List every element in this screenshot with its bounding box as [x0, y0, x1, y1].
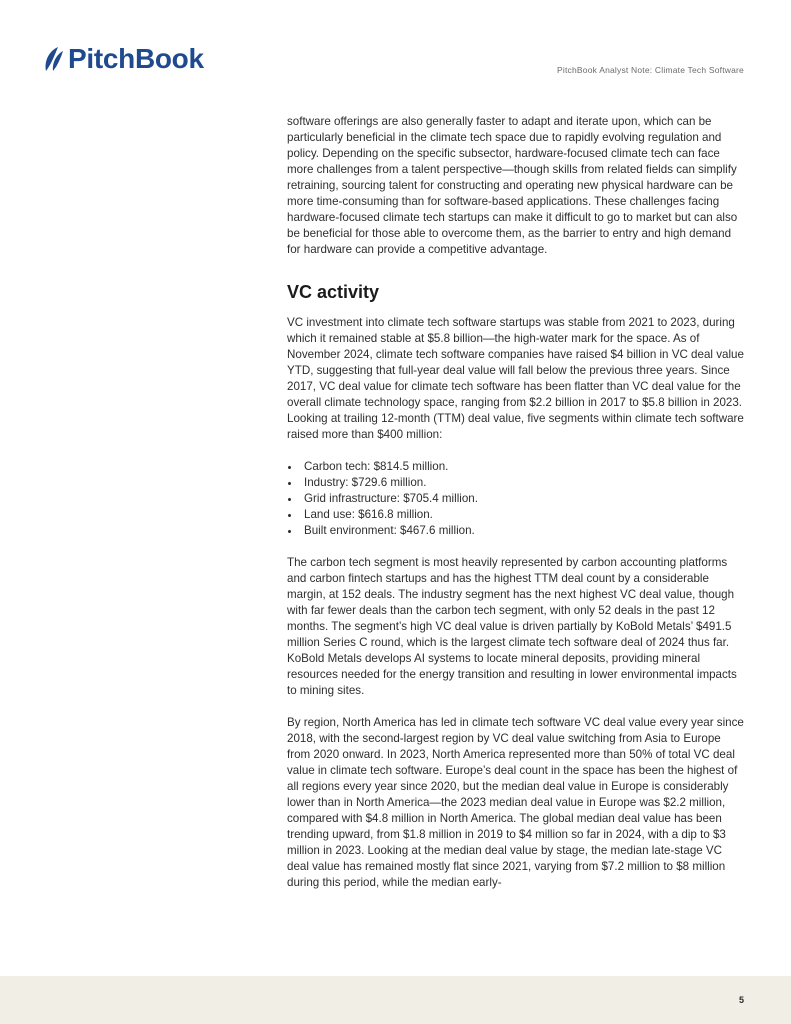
- segment-list: [287, 459, 747, 539]
- body-paragraph: VC investment into climate tech software startups was stable from 2021 to 2023, during which it remained stable at $5.8 billion—the high-water mark for the space. As of November 2024, climate tech software companies have raised $4 billion in VC deal value YTD, suggesting that full-year deal value will fall below the previous three years. Since 2017, VC deal value for climate tech software has been flatter than VC deal value for the overall climate technology space, ranging from $2.2 billion in 2017 to $5.8 billion in 2023. Looking at trailing 12-month (TTM) deal value, five segments within climate tech software raised more than $400 million:: [287, 316, 744, 441]
- list-item: Carbon tech: $814.5 million.: [287, 459, 747, 475]
- list-item: Grid infrastructure: $705.4 million.: [287, 491, 747, 507]
- pitchbook-leaf-icon: [40, 45, 64, 73]
- section-heading: VC activity: [287, 282, 380, 302]
- brand-name: PitchBook: [68, 43, 204, 74]
- intro-paragraph: software offerings are also generally faster to adapt and iterate upon, which can be particularly beneficial in the climate tech space due to rapidly evolving regulation and policy. Depending on the specific subsector, hardware-focused climate tech can face more challenges from a talent perspective—though skills from related fields can simplify retraining, sourcing talent for constructing and operating new physical hardware can be more time-consuming than for software-based applications. These challenges facing hardware-focused climate tech startups can make it difficult to go to market but can also be beneficial for those able to overcome them, as the barrier to entry and high demand for hardware can provide a competitive advantage.: [287, 115, 738, 256]
- body-paragraph: By region, North America has led in climate tech software VC deal value every year since 2018, with the second-largest region by VC deal value switching from Asia to Europe from 2020 onward. In 2023, North America represented more than 50% of total VC deal value in climate tech software. Europe’s deal count in the space has been the highest of all regions every year since 2020, but the median deal value in Europe is considerably lower than in North America—the 2023 median deal value in Europe was $2.2 million, compared with $4.8 million in North America. The global median deal value has been trending upward, from $1.8 million in 2019 to $4 million so far in 2024, with a dip to $3 million in 2023. Looking at the median deal value by stage, the median late-stage VC deal value has remained mostly flat since 2021, varying from $7.2 million to $8 million during this period, while the median early-: [287, 716, 744, 889]
- footer-band: [0, 976, 791, 1024]
- list-item: Land use: $616.8 million.: [287, 507, 747, 523]
- brand-logo: [40, 44, 204, 74]
- list-item: Industry: $729.6 million.: [287, 475, 747, 491]
- main-content: [287, 114, 747, 891]
- report-title: PitchBook Analyst Note: Climate Tech Software: [557, 65, 744, 75]
- body-paragraph: The carbon tech segment is most heavily represented by carbon accounting platforms and carbon fintech startups and has the highest TTM deal count by a considerable margin, at 152 deals. The industry segment has the next highest VC deal value, though with far fewer deals than the carbon tech segment, with only 52 deals in the past 12 months. The segment’s high VC deal value is driven partially by KoBold Metals’ $491.5 million Series C round, which is the largest climate tech software deal of 2024 thus far. KoBold Metals develops AI systems to locate mineral deposits, providing mineral resources needed for the energy transition and resulting in lower environmental impacts to mining sites.: [287, 556, 737, 697]
- page-number: 5: [738, 995, 744, 1005]
- list-item: Built environment: $467.6 million.: [287, 523, 747, 539]
